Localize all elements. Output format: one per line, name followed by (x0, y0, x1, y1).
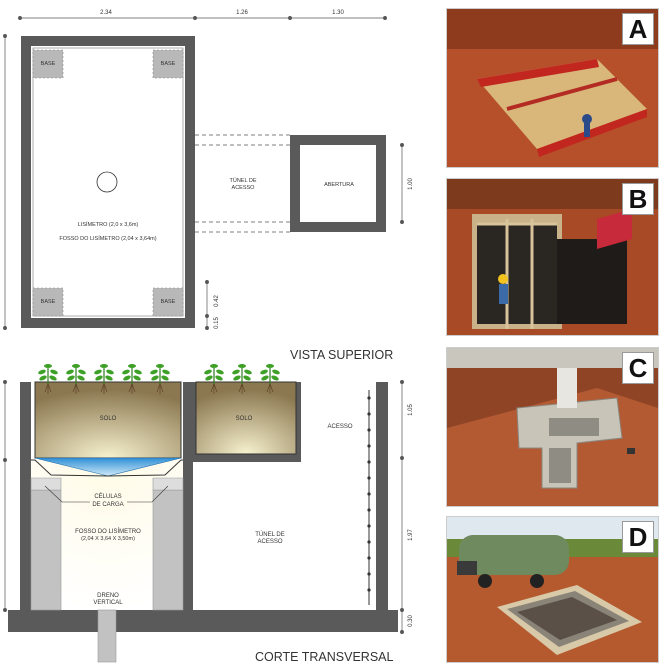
top-view-title: VISTA SUPERIOR (290, 348, 394, 362)
pillar-cap-right (153, 478, 183, 490)
drain-label-2: VERTICAL (93, 600, 123, 606)
photo-c-letter: C (622, 352, 654, 384)
photo-b (446, 178, 659, 336)
lysimeter-label: LISÍMETRO (2,0 x 3,6m) (77, 222, 139, 228)
small-dimension-line (205, 280, 208, 329)
section-dim-3: 0.30 (408, 615, 414, 627)
dim-top-1: 2.34 (100, 10, 112, 16)
top-dimension-line (18, 16, 386, 19)
access-label: ACESSO (327, 424, 353, 430)
photo-b-letter: B (622, 183, 654, 215)
base-bottom-left (33, 288, 63, 316)
support-pillar-right (153, 490, 183, 610)
section-pit-label-2: (2,04 X 3,64 X 3,50m) (81, 536, 135, 542)
cells-label-2: DE CARGA (92, 502, 124, 508)
photo-d (446, 516, 659, 663)
soil-label-secondary: SOLO (235, 416, 253, 422)
base-bottom-right (153, 288, 183, 316)
photo-c (446, 347, 659, 507)
floor-slab (8, 610, 398, 632)
left-dimension-line (3, 34, 6, 329)
dim-small-a: 0.42 (214, 295, 220, 307)
pillar-cap-left (31, 478, 61, 490)
opening-label: ABERTURA (324, 182, 354, 188)
section-right-dimension (400, 380, 403, 633)
photo-d-letter: D (622, 521, 654, 553)
section-dim-1: 1.05 (408, 404, 414, 416)
pit-label: FOSSO DO LISÍMETRO (2,04 x 3,64m) (59, 236, 157, 242)
base-top-left (33, 50, 63, 78)
soil-label-main: SOLO (99, 416, 117, 422)
dim-top-2: 1.26 (236, 10, 248, 16)
cells-label-1: CÉLULAS (94, 494, 122, 500)
drain-circle (97, 172, 117, 192)
section-dim-2: 1.97 (408, 529, 414, 541)
svg-text:BASE: BASE (40, 61, 56, 67)
photo-a-letter: A (622, 13, 654, 45)
tunnel-label-2: ACESSO (231, 185, 255, 191)
svg-text:BASE: BASE (160, 299, 176, 305)
right-dimension-line (400, 143, 403, 223)
drain-label-1: DRENO (97, 593, 119, 599)
support-pillar-left (31, 490, 61, 610)
svg-text:BASE: BASE (40, 299, 56, 305)
svg-text:BASE: BASE (160, 61, 176, 67)
left-outer-wall (20, 382, 31, 610)
section-tunnel-label-1: TÚNEL DE (255, 532, 285, 538)
divider-wall (183, 382, 193, 610)
dim-small-b: 0.15 (214, 317, 220, 329)
section-left-dimension (3, 380, 6, 611)
vertical-drain-pipe (98, 610, 116, 662)
section-title: CORTE TRANSVERSAL (255, 650, 394, 664)
dim-right: 1.00 (408, 178, 414, 190)
section-pit-label-1: FOSSO DO LISÍMETRO (75, 529, 141, 535)
section-tunnel-label-2: ACESSO (257, 539, 283, 545)
base-top-right (153, 50, 183, 78)
section-view (3, 364, 414, 664)
right-outer-wall (376, 382, 388, 610)
dim-top-3: 1.30 (332, 10, 344, 16)
top-view (3, 10, 414, 362)
tunnel-label-1: TÚNEL DE (229, 178, 257, 184)
photo-a (446, 8, 659, 168)
